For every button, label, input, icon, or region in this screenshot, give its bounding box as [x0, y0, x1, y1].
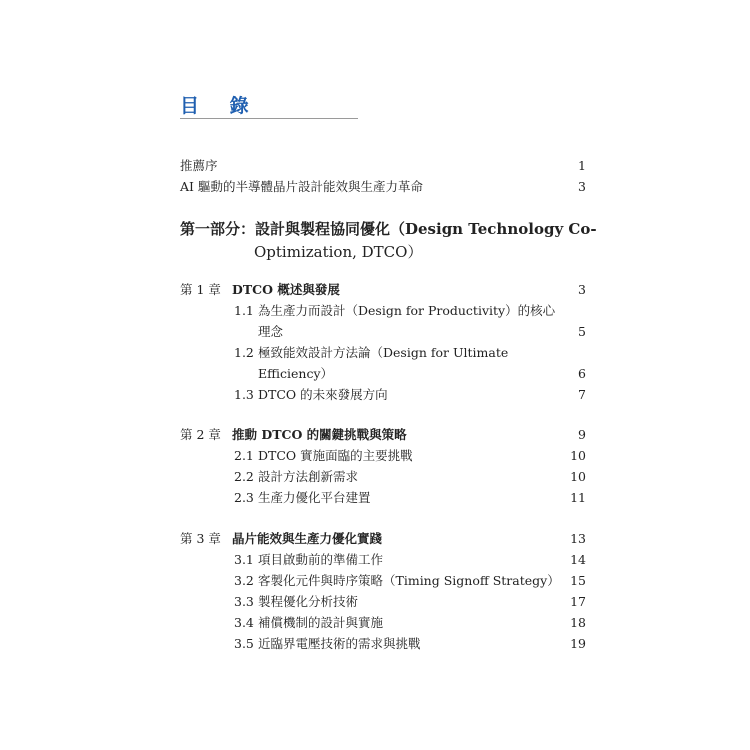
chapter-title: 晶片能效與生產力優化實踐 — [232, 531, 383, 546]
chapter-title: DTCO 概述與發展 — [232, 282, 340, 297]
section-3-4-entry — [180, 613, 586, 633]
section-1-1-continuation — [180, 322, 586, 342]
section-1-2-continuation — [180, 364, 586, 384]
entry-page: 13 — [570, 531, 586, 546]
entry-page: 10 — [570, 469, 586, 484]
section-title: 極致能效設計方法論（Design for Ultimate — [258, 345, 509, 360]
entry-page: 1 — [578, 158, 586, 173]
entry-page: 14 — [570, 552, 586, 567]
chapter-number: 第 3 章 — [180, 531, 221, 546]
section-number: 3.2 — [234, 573, 254, 588]
part-heading — [180, 218, 597, 264]
chapter-2-entry — [180, 425, 586, 445]
section-3-3-entry — [180, 592, 586, 612]
section-number: 3.3 — [234, 594, 254, 609]
chapter-number: 第 1 章 — [180, 282, 221, 297]
entry-page: 3 — [578, 282, 586, 297]
toc-entry-foreword — [180, 156, 586, 176]
entry-page: 15 — [570, 573, 586, 588]
section-number: 3.4 — [234, 615, 254, 630]
section-title: 製程優化分析技術 — [258, 594, 359, 609]
part-heading-line2: Optimization, DTCO） — [254, 243, 423, 261]
section-title: 近臨界電壓技術的需求與挑戰 — [258, 636, 421, 651]
entry-page: 3 — [578, 179, 586, 194]
toc-entry-intro — [180, 177, 586, 197]
section-number: 3.1 — [234, 552, 254, 567]
section-2-3-entry — [180, 488, 586, 508]
entry-page: 18 — [570, 615, 586, 630]
section-3-5-entry — [180, 634, 586, 654]
section-2-2-entry — [180, 467, 586, 487]
section-number: 1.2 — [234, 345, 254, 360]
chapter-number: 第 2 章 — [180, 427, 221, 442]
entry-page: 6 — [578, 366, 586, 381]
section-title: DTCO 實施面臨的主要挑戰 — [258, 448, 413, 463]
section-number: 1.3 — [234, 387, 254, 402]
section-number: 2.1 — [234, 448, 254, 463]
entry-page: 5 — [578, 324, 586, 339]
entry-label: 推薦序 — [180, 158, 218, 173]
section-1-1-entry — [180, 301, 586, 321]
section-1-2-entry — [180, 343, 586, 363]
section-3-2-entry — [180, 571, 586, 591]
section-3-1-entry — [180, 550, 586, 570]
entry-page: 7 — [578, 387, 586, 402]
section-title: 客製化元件與時序策略（Timing Signoff Strategy） — [258, 573, 560, 588]
title-underline — [180, 118, 358, 119]
entry-page: 17 — [570, 594, 586, 609]
section-number: 2.2 — [234, 469, 254, 484]
section-2-1-entry — [180, 446, 586, 466]
section-number: 3.5 — [234, 636, 254, 651]
section-title-continued: Efficiency） — [258, 366, 334, 381]
section-number: 1.1 — [234, 303, 254, 318]
entry-page: 9 — [578, 427, 586, 442]
chapter-title: 推動 DTCO 的關鍵挑戰與策略 — [232, 427, 407, 442]
chapter-1-entry — [180, 280, 586, 300]
toc-title: 目 錄 — [180, 95, 261, 117]
section-title-continued: 理念 — [258, 324, 284, 339]
part-heading-line1: 第一部分：設計與製程協同優化（Design Technology Co- — [180, 220, 597, 238]
section-title: 設計方法創新需求 — [258, 469, 359, 484]
entry-page: 19 — [570, 636, 586, 651]
chapter-3-entry — [180, 529, 586, 549]
section-title: 為生產力而設計（Design for Productivity）的核心 — [258, 303, 556, 318]
section-number: 2.3 — [234, 490, 254, 505]
section-title: 補償機制的設計與實施 — [258, 615, 384, 630]
section-title: 生產力優化平台建置 — [258, 490, 371, 505]
section-title: DTCO 的未來發展方向 — [258, 387, 388, 402]
entry-page: 11 — [570, 490, 586, 505]
entry-label: AI 驅動的半導體晶片設計能效與生產力革命 — [180, 179, 423, 194]
section-title: 項目啟動前的準備工作 — [258, 552, 384, 567]
entry-page: 10 — [570, 448, 586, 463]
section-1-3-entry — [180, 385, 586, 405]
